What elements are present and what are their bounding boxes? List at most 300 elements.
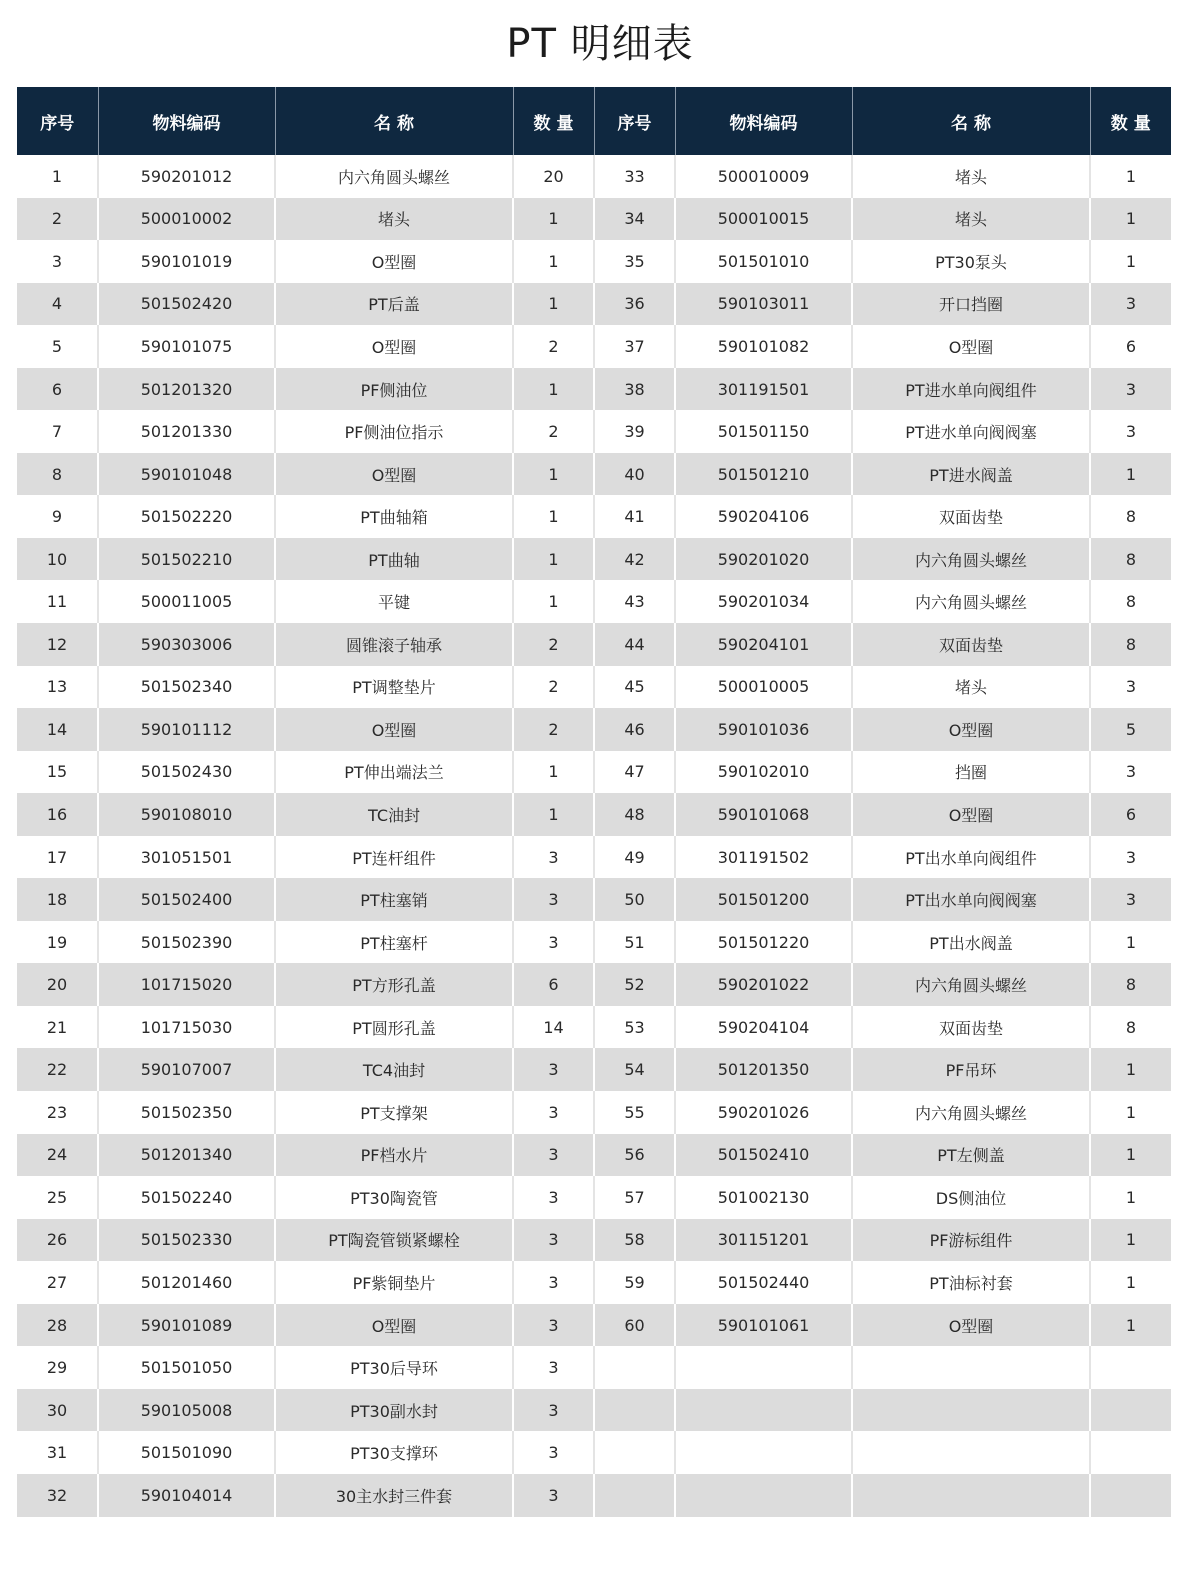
table-row [17,410,1171,453]
qty-cell: 2 [513,410,594,453]
code-cell: 590204106 [675,495,852,538]
index-cell: 2 [17,198,98,241]
index-cell: 56 [594,1134,675,1177]
qty-cell [1090,1389,1171,1432]
name-cell: PT后盖 [275,283,513,326]
index-cell: 6 [17,368,98,411]
name-cell: 双面齿垫 [852,1006,1090,1049]
qty-cell: 1 [513,283,594,326]
name-cell: PT30泵头 [852,240,1090,283]
index-cell: 55 [594,1091,675,1134]
name-cell: PT30副水封 [275,1389,513,1432]
code-cell: 501502210 [98,538,275,581]
table-row [17,580,1171,623]
name-cell: DS侧油位 [852,1176,1090,1219]
name-cell: O型圈 [852,793,1090,836]
code-cell: 101715020 [98,963,275,1006]
header-code-left: 物料编码 [98,87,275,155]
table-row [17,963,1171,1006]
header-name-right: 名 称 [852,87,1090,155]
code-cell: 301191501 [675,368,852,411]
code-cell: 501502420 [98,283,275,326]
table-row [17,1346,1171,1389]
code-cell: 590107007 [98,1048,275,1091]
qty-cell: 1 [513,751,594,794]
index-cell: 15 [17,751,98,794]
code-cell: 590201012 [98,155,275,198]
name-cell: PT伸出端法兰 [275,751,513,794]
code-cell: 501201350 [675,1048,852,1091]
name-cell: PT支撑架 [275,1091,513,1134]
qty-cell: 3 [513,836,594,879]
code-cell: 301191502 [675,836,852,879]
name-cell: PT30后导环 [275,1346,513,1389]
name-cell: PF吊环 [852,1048,1090,1091]
qty-cell: 1 [513,495,594,538]
code-cell [675,1346,852,1389]
name-cell: 双面齿垫 [852,495,1090,538]
code-cell: 590204101 [675,623,852,666]
name-cell: O型圈 [275,1304,513,1347]
code-cell: 590101068 [675,793,852,836]
qty-cell: 3 [1090,666,1171,709]
name-cell: 内六角圆头螺丝 [852,538,1090,581]
qty-cell: 2 [513,623,594,666]
name-cell: PT连杆组件 [275,836,513,879]
name-cell: PF侧油位 [275,368,513,411]
code-cell: 590101048 [98,453,275,496]
index-cell: 46 [594,708,675,751]
code-cell [675,1389,852,1432]
qty-cell: 3 [513,1261,594,1304]
table-row [17,836,1171,879]
code-cell: 501201340 [98,1134,275,1177]
index-cell: 48 [594,793,675,836]
name-cell: PT陶瓷管锁紧螺栓 [275,1219,513,1262]
table-row [17,878,1171,921]
qty-cell: 20 [513,155,594,198]
table-row [17,198,1171,241]
table-row [17,283,1171,326]
code-cell: 590201022 [675,963,852,1006]
code-cell: 501502410 [675,1134,852,1177]
index-cell: 33 [594,155,675,198]
name-cell: PT柱塞销 [275,878,513,921]
code-cell: 590108010 [98,793,275,836]
index-cell: 51 [594,921,675,964]
code-cell: 501501220 [675,921,852,964]
index-cell: 27 [17,1261,98,1304]
index-cell: 53 [594,1006,675,1049]
code-cell: 590201034 [675,580,852,623]
index-cell: 9 [17,495,98,538]
code-cell: 501502440 [675,1261,852,1304]
index-cell [594,1389,675,1432]
code-cell: 500010009 [675,155,852,198]
name-cell: PT出水单向阀阀塞 [852,878,1090,921]
code-cell: 590101036 [675,708,852,751]
name-cell: PF侧油位指示 [275,410,513,453]
name-cell: PT方形孔盖 [275,963,513,1006]
table-row [17,1389,1171,1432]
qty-cell: 1 [513,580,594,623]
index-cell: 12 [17,623,98,666]
index-cell: 26 [17,1219,98,1262]
index-cell: 50 [594,878,675,921]
name-cell: O型圈 [275,240,513,283]
name-cell: PT进水单向阀组件 [852,368,1090,411]
index-cell [594,1431,675,1474]
table-body [17,155,1171,1517]
index-cell [594,1346,675,1389]
header-index-left: 序号 [17,87,98,155]
qty-cell: 1 [513,368,594,411]
name-cell: PT圆形孔盖 [275,1006,513,1049]
index-cell: 25 [17,1176,98,1219]
table-row [17,1304,1171,1347]
table-row [17,793,1171,836]
code-cell: 590201020 [675,538,852,581]
qty-cell: 8 [1090,1006,1171,1049]
code-cell: 590101082 [675,325,852,368]
table-row [17,538,1171,581]
index-cell: 28 [17,1304,98,1347]
table-row [17,1091,1171,1134]
name-cell: O型圈 [275,708,513,751]
code-cell: 501501010 [675,240,852,283]
page-title: PT 明细表 [506,21,694,67]
index-cell: 42 [594,538,675,581]
code-cell: 101715030 [98,1006,275,1049]
qty-cell: 2 [513,325,594,368]
code-cell: 501502340 [98,666,275,709]
code-cell: 501502430 [98,751,275,794]
name-cell: TC油封 [275,793,513,836]
name-cell: PT出水单向阀组件 [852,836,1090,879]
code-cell: 590101089 [98,1304,275,1347]
index-cell: 41 [594,495,675,538]
table-row [17,1134,1171,1177]
code-cell: 590101061 [675,1304,852,1347]
code-cell: 590105008 [98,1389,275,1432]
qty-cell: 6 [513,963,594,1006]
parts-table [17,87,1171,1517]
table-row [17,1006,1171,1049]
index-cell: 40 [594,453,675,496]
name-cell [852,1474,1090,1517]
code-cell: 500010005 [675,666,852,709]
index-cell: 18 [17,878,98,921]
name-cell: 30主水封三件套 [275,1474,513,1517]
qty-cell: 6 [1090,793,1171,836]
qty-cell: 8 [1090,623,1171,666]
code-cell: 501501090 [98,1431,275,1474]
index-cell: 31 [17,1431,98,1474]
index-cell: 23 [17,1091,98,1134]
code-cell: 501002130 [675,1176,852,1219]
index-cell: 10 [17,538,98,581]
code-cell: 501501210 [675,453,852,496]
index-cell: 35 [594,240,675,283]
name-cell: 平键 [275,580,513,623]
name-cell: 开口挡圈 [852,283,1090,326]
code-cell [675,1431,852,1474]
qty-cell: 1 [513,538,594,581]
code-cell: 501201460 [98,1261,275,1304]
index-cell: 16 [17,793,98,836]
index-cell: 59 [594,1261,675,1304]
code-cell: 501502330 [98,1219,275,1262]
header-row [17,87,1171,155]
qty-cell: 1 [1090,155,1171,198]
code-cell: 501502350 [98,1091,275,1134]
header-index-right: 序号 [594,87,675,155]
qty-cell: 1 [1090,921,1171,964]
qty-cell: 8 [1090,963,1171,1006]
name-cell: O型圈 [275,325,513,368]
code-cell: 500010002 [98,198,275,241]
index-cell: 21 [17,1006,98,1049]
table-row [17,240,1171,283]
index-cell: 29 [17,1346,98,1389]
name-cell: PT调整垫片 [275,666,513,709]
name-cell [852,1346,1090,1389]
index-cell [594,1474,675,1517]
qty-cell: 3 [1090,283,1171,326]
qty-cell: 1 [1090,198,1171,241]
header-name-left: 名 称 [275,87,513,155]
index-cell: 57 [594,1176,675,1219]
qty-cell: 3 [1090,836,1171,879]
name-cell: O型圈 [275,453,513,496]
qty-cell: 2 [513,708,594,751]
name-cell [852,1431,1090,1474]
name-cell: 内六角圆头螺丝 [275,155,513,198]
index-cell: 4 [17,283,98,326]
code-cell: 501501050 [98,1346,275,1389]
code-cell: 501501200 [675,878,852,921]
name-cell: TC4油封 [275,1048,513,1091]
name-cell: PT油标衬套 [852,1261,1090,1304]
table-row [17,623,1171,666]
qty-cell [1090,1431,1171,1474]
name-cell: PT曲轴箱 [275,495,513,538]
table-row [17,453,1171,496]
qty-cell: 8 [1090,538,1171,581]
table-row [17,1219,1171,1262]
index-cell: 5 [17,325,98,368]
index-cell: 1 [17,155,98,198]
name-cell: 圆锥滚子轴承 [275,623,513,666]
qty-cell: 1 [513,453,594,496]
name-cell: 堵头 [275,198,513,241]
name-cell [852,1389,1090,1432]
index-cell: 14 [17,708,98,751]
index-cell: 22 [17,1048,98,1091]
qty-cell: 3 [513,1474,594,1517]
code-cell: 301151201 [675,1219,852,1262]
code-cell: 500011005 [98,580,275,623]
index-cell: 11 [17,580,98,623]
name-cell: PT柱塞杆 [275,921,513,964]
index-cell: 30 [17,1389,98,1432]
code-cell: 590204104 [675,1006,852,1049]
name-cell: PT左侧盖 [852,1134,1090,1177]
code-cell: 501502390 [98,921,275,964]
code-cell: 590101019 [98,240,275,283]
qty-cell: 1 [513,240,594,283]
index-cell: 39 [594,410,675,453]
index-cell: 7 [17,410,98,453]
index-cell: 13 [17,666,98,709]
qty-cell: 3 [513,1346,594,1389]
index-cell: 38 [594,368,675,411]
table-row [17,368,1171,411]
table-row [17,1474,1171,1517]
index-cell: 32 [17,1474,98,1517]
index-cell: 43 [594,580,675,623]
qty-cell: 3 [1090,878,1171,921]
qty-cell: 1 [513,198,594,241]
index-cell: 54 [594,1048,675,1091]
name-cell: 内六角圆头螺丝 [852,1091,1090,1134]
table-row [17,666,1171,709]
name-cell: O型圈 [852,708,1090,751]
qty-cell: 3 [513,1304,594,1347]
header-qty-right: 数 量 [1090,87,1171,155]
qty-cell: 3 [513,1431,594,1474]
code-cell: 590201026 [675,1091,852,1134]
index-cell: 3 [17,240,98,283]
name-cell: 堵头 [852,155,1090,198]
qty-cell: 2 [513,666,594,709]
code-cell: 501502400 [98,878,275,921]
name-cell: 双面齿垫 [852,623,1090,666]
header-code-right: 物料编码 [675,87,852,155]
name-cell: O型圈 [852,325,1090,368]
name-cell: O型圈 [852,1304,1090,1347]
code-cell: 590102010 [675,751,852,794]
table-row [17,1176,1171,1219]
qty-cell: 3 [1090,410,1171,453]
qty-cell: 3 [513,878,594,921]
code-cell: 501502240 [98,1176,275,1219]
qty-cell: 5 [1090,708,1171,751]
index-cell: 19 [17,921,98,964]
index-cell: 52 [594,963,675,1006]
table-row [17,751,1171,794]
qty-cell: 8 [1090,580,1171,623]
name-cell: 内六角圆头螺丝 [852,963,1090,1006]
code-cell: 590104014 [98,1474,275,1517]
qty-cell: 3 [513,1134,594,1177]
table-row [17,708,1171,751]
code-cell [675,1474,852,1517]
qty-cell: 1 [1090,1304,1171,1347]
name-cell: PF游标组件 [852,1219,1090,1262]
index-cell: 58 [594,1219,675,1262]
name-cell: 堵头 [852,198,1090,241]
name-cell: PT进水阀盖 [852,453,1090,496]
name-cell: PF档水片 [275,1134,513,1177]
qty-cell: 1 [1090,1176,1171,1219]
qty-cell: 3 [513,1176,594,1219]
qty-cell [1090,1346,1171,1389]
qty-cell: 8 [1090,495,1171,538]
code-cell: 501501150 [675,410,852,453]
qty-cell: 1 [1090,1261,1171,1304]
table-header [17,87,1171,155]
code-cell: 501201330 [98,410,275,453]
index-cell: 34 [594,198,675,241]
header-qty-left: 数 量 [513,87,594,155]
qty-cell: 1 [1090,1134,1171,1177]
code-cell: 301051501 [98,836,275,879]
index-cell: 36 [594,283,675,326]
code-cell: 500010015 [675,198,852,241]
name-cell: PT30陶瓷管 [275,1176,513,1219]
name-cell: PF紫铜垫片 [275,1261,513,1304]
qty-cell: 1 [513,793,594,836]
qty-cell: 3 [513,1048,594,1091]
index-cell: 45 [594,666,675,709]
code-cell: 501201320 [98,368,275,411]
index-cell: 37 [594,325,675,368]
table-row [17,921,1171,964]
qty-cell: 3 [1090,368,1171,411]
qty-cell: 3 [513,1389,594,1432]
index-cell: 49 [594,836,675,879]
table-row [17,155,1171,198]
index-cell: 8 [17,453,98,496]
name-cell: PT曲轴 [275,538,513,581]
qty-cell: 3 [1090,751,1171,794]
table-row [17,1048,1171,1091]
name-cell: PT30支撑环 [275,1431,513,1474]
table-row [17,495,1171,538]
qty-cell: 1 [1090,453,1171,496]
code-cell: 590101112 [98,708,275,751]
index-cell: 60 [594,1304,675,1347]
name-cell: PT出水阀盖 [852,921,1090,964]
qty-cell: 3 [513,1219,594,1262]
name-cell: PT进水单向阀阀塞 [852,410,1090,453]
name-cell: 挡圈 [852,751,1090,794]
table-row [17,325,1171,368]
table-row [17,1261,1171,1304]
table-row [17,1431,1171,1474]
index-cell: 44 [594,623,675,666]
index-cell: 24 [17,1134,98,1177]
qty-cell: 1 [1090,1091,1171,1134]
index-cell: 17 [17,836,98,879]
qty-cell: 1 [1090,1048,1171,1091]
code-cell: 590303006 [98,623,275,666]
index-cell: 47 [594,751,675,794]
name-cell: 内六角圆头螺丝 [852,580,1090,623]
qty-cell: 3 [513,1091,594,1134]
index-cell: 20 [17,963,98,1006]
code-cell: 590103011 [675,283,852,326]
qty-cell: 6 [1090,325,1171,368]
qty-cell: 1 [1090,1219,1171,1262]
qty-cell: 3 [513,921,594,964]
qty-cell [1090,1474,1171,1517]
name-cell: 堵头 [852,666,1090,709]
code-cell: 590101075 [98,325,275,368]
code-cell: 501502220 [98,495,275,538]
qty-cell: 14 [513,1006,594,1049]
